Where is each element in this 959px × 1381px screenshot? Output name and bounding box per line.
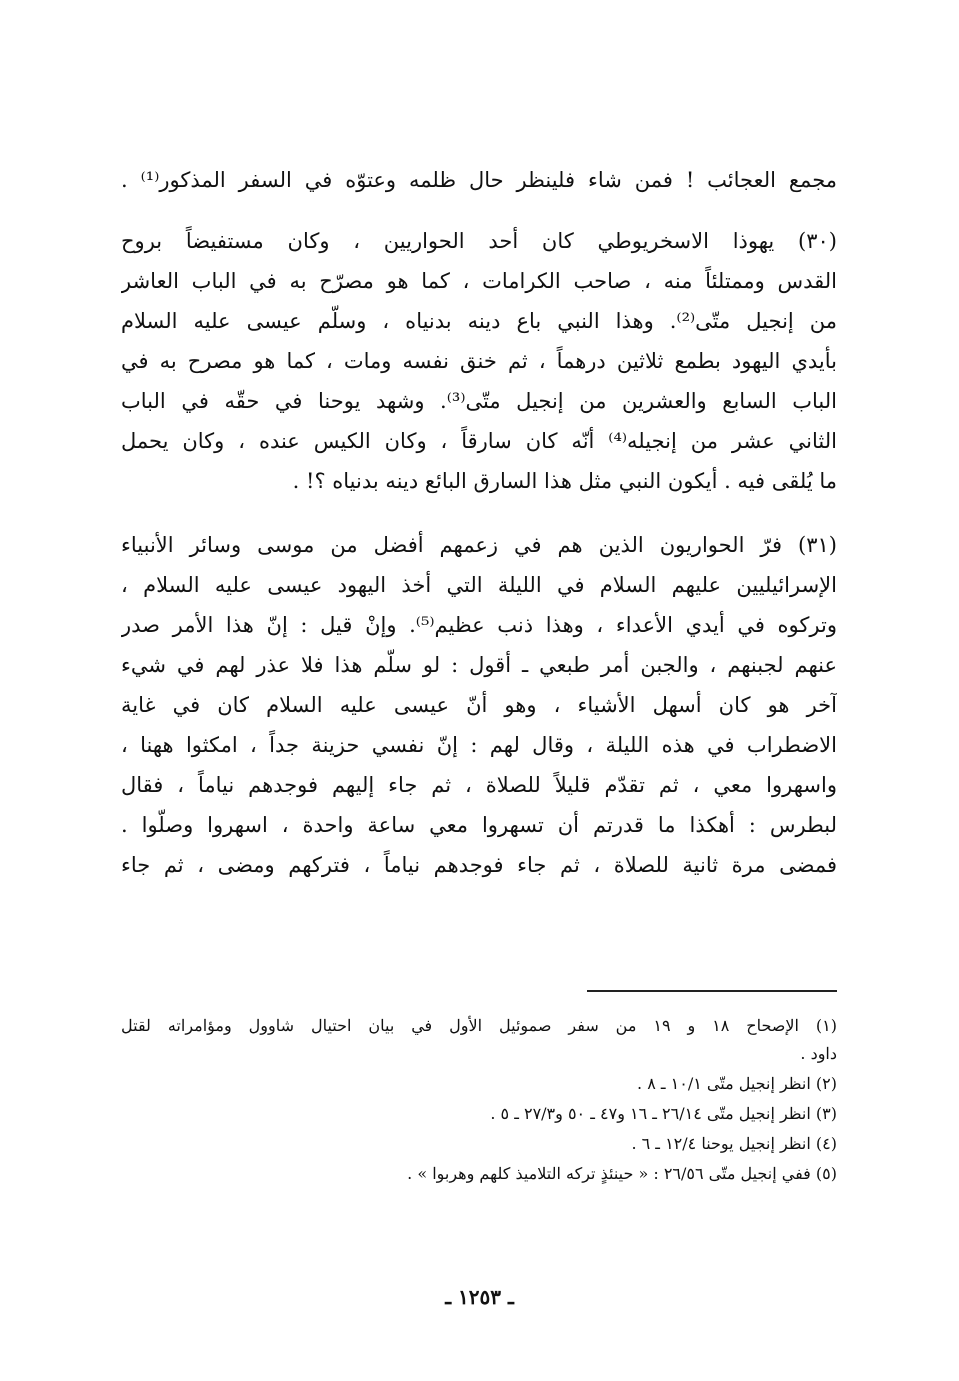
paragraph-30-line-5: الباب السابع والعشرين من إنجيل متّى⁽³⁾. وشهد يوحنا في حقّه في الباب (121, 389, 837, 413)
footnote-1-line-1: (١) الإصحاح ١٨ و ١٩ من سفر صموئيل الأول في بيان احتيال شاوول ومؤامراته لقتل (121, 1016, 837, 1035)
paragraph-31-line-9: فمضى مرة ثانية للصلاة ، ثم جاء فوجدهم نياماً ، فتركهم ومضى ، ثم جاء (121, 853, 837, 877)
paragraph-31-line-8: لبطرس : أهكذا ما قدرتم أن تسهروا معي ساعة واحدة ، اسهروا وصلّوا . (121, 813, 837, 837)
paragraph-31-line-1: (٣١) فرّ الحواريون الذين هم في زعمهم أفضل من موسى وسائر الأنبياء (121, 533, 837, 557)
paragraph-31-line-2: الإسرائيليين عليهم السلام في الليلة التي أخذ اليهود عيسى عليه السلام ، (121, 573, 837, 597)
paragraph-30-line-4: بأيدي اليهود بطمع ثلاثين درهماً ، ثم خنق نفسه ومات ، كما هو مصرح به في (121, 349, 837, 373)
footnote-2: (٢) انظر إنجيل متّى ١٠/١ ـ ٨ . (637, 1074, 837, 1093)
footnote-divider (587, 990, 837, 992)
footnote-3: (٣) انظر إنجيل متّى ٢٦/١٤ ـ ١٦ و٤٧ ـ ٥٠ و٢٧/٣ ـ ٥ . (490, 1104, 837, 1123)
paragraph-30-line-6: الثاني عشر من إنجيله⁽⁴⁾ أنّه كان سارقاً ، وكان الكيس عنده ، وكان يحمل (121, 429, 837, 453)
page-number: ـ ١٢٥٣ ـ (445, 1285, 514, 1309)
footnote-4: (٤) انظر إنجيل يوحنا ١٢/٤ ـ ٦ . (631, 1134, 837, 1153)
footnote-1-line-2: داود . (800, 1044, 837, 1063)
paragraph-30-line-1: (٣٠) يهوذا الاسخريوطي كان أحد الحواريين ، وكان مستفيضاً بروح (121, 229, 837, 253)
paragraph-30-line-7: ما يُلقى فيه . أيكون النبي مثل هذا السارق البائع دينه بدنياه ؟! . (292, 469, 837, 493)
footnote-5: (٥) ففي إنجيل متّى ٢٦/٥٦ : « حينئذٍ تركه التلاميذ كلهم وهربوا » . (407, 1164, 837, 1183)
body-line-1: مجمع العجائب ! فمن شاء فلينظر حال ظلمه وعتوّه في السفر المذكور⁽¹⁾ . (121, 168, 837, 192)
paragraph-30-line-3: من إنجيل متّى⁽²⁾. وهذا النبي باع دينه بدنياه ، وسلّم عيسى عليه السلام (121, 309, 837, 333)
paragraph-30-line-2: القدس وممتلئاً منه ، صاحب الكرامات ، كما هو مصرّح به في الباب العاشر (121, 269, 837, 293)
paragraph-31-line-3: وتركوه في أيدي الأعداء ، وهذا ذنب عظيم⁽⁵⁾. وإنْ قيل : إنّ هذا الأمر صدر (121, 613, 837, 637)
paragraph-31-line-4: عنهم لجبنهم ، والجبن أمر طبعي ـ أقول : لو سلّم هذا فلا عذر لهم في شيء (121, 653, 837, 677)
paragraph-31-line-7: واسهروا معي ، ثم تقدّم قليلاً للصلاة ، ثم جاء إليهم فوجدهم نياماً ، فقال (121, 773, 837, 797)
paragraph-31-line-5: آخر هو كان أسهل الأشياء ، وهو أنّ عيسى عليه السلام كان في غاية (121, 693, 837, 717)
paragraph-31-line-6: الاضطراب في هذه الليلة ، وقال لهم : إنّ نفسي حزينة جداً ، امكثوا ههنا ، (121, 733, 837, 757)
